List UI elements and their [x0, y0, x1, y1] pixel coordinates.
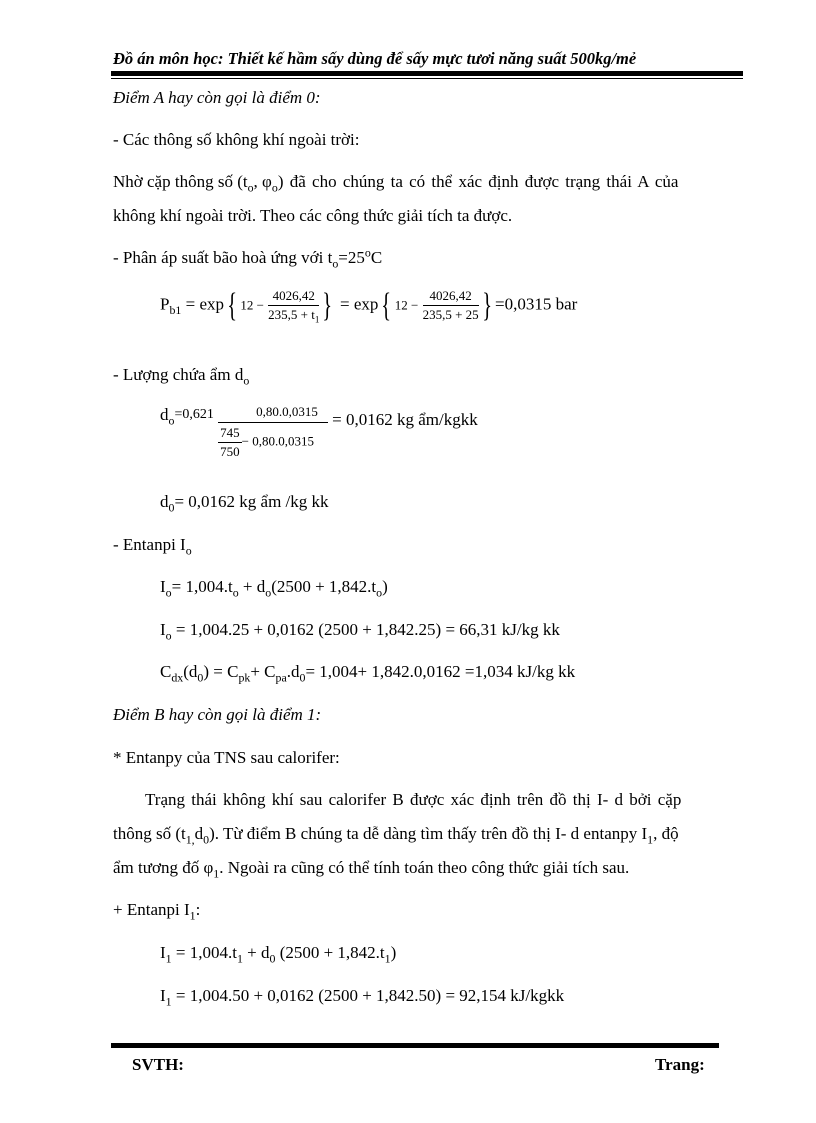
equation-cdx: $C_{dx}(d_0) = C_{pk}+ C_{pa}.d_0= 1,004+ 1,842.0,0162 =1,034$ kJ/kg kk	[160, 662, 576, 685]
pb1-frac1-num: 4026,42	[268, 288, 319, 306]
enthalpy-heading: - Entanpi $I_o$	[113, 535, 192, 558]
pb1-frac2-den: 235,5 + 25	[422, 307, 479, 322]
p1-sub-o2: o	[271, 180, 278, 195]
pb1-lhs: P	[160, 294, 170, 314]
page-header-title: Đồ án môn học: Thiết kế hầm sấy dùng để sấy mực tươi năng suất 500kg/mẻ	[113, 49, 637, 68]
do-coef: =0,621	[174, 407, 214, 423]
do-den-rest: − 0,80.0,0315	[241, 433, 314, 449]
pb1-result: =0,0315 bar	[494, 294, 578, 314]
tns-heading: * Entanpy của TNS sau calorifer:	[113, 748, 340, 767]
right-brace-icon: }	[322, 286, 333, 324]
pb1-frac1-den: $235,5 + t_1$	[268, 307, 320, 325]
outdoor-params-line: - Các thông số không khí ngoài trời:	[113, 130, 360, 149]
pb1-twelve-2: 12 −	[394, 297, 419, 313]
do-result: = 0,0162 kg ẩm/kgkk	[332, 410, 478, 429]
left-brace-icon-2: {	[381, 286, 392, 324]
sp-text-b: =25	[338, 248, 365, 267]
equation-io-1: $I_o= 1,004.t_o + d_o(2500 + 1,842.t_o)$	[160, 577, 388, 600]
equation-i1-1: $I_1 = 1,004.t_1 + d_0$ $(2500 + 1,842.t_1)$	[160, 943, 397, 966]
paragraph-2-line-1: Trạng thái không khí sau calorifer B được xác định trên đồ thị I- d bởi cặp	[145, 790, 682, 809]
sp-sub-o: o	[332, 256, 339, 271]
paragraph-1-line-1	[113, 172, 679, 195]
equation-do	[160, 404, 478, 460]
point-a-heading: Điểm A hay còn gọi là điểm 0:	[113, 88, 321, 107]
equation-i1-2: $I_1 = 1,004.50 + 0,0162$ (2500 + 1,842.50) = 92,154 kJ/kgkk	[160, 986, 565, 1009]
do-result-line: $d_0= 0,0162$ kg ẩm /kg kk	[160, 492, 329, 515]
paragraph-1-line-2: không khí ngoài trời. Theo các công thức giải tích ta được.	[113, 206, 513, 225]
pb1-exp-2: = exp	[340, 294, 379, 314]
equation-pb1	[160, 288, 577, 323]
footer-svth: SVTH:	[132, 1055, 184, 1074]
do-inner-den: 750	[220, 444, 240, 459]
saturation-pressure-line	[113, 245, 383, 271]
pb1-fraction-2	[423, 288, 479, 323]
do-frac-den	[218, 423, 328, 460]
p1-text-b: , φ	[253, 172, 272, 191]
sp-sup-o: o	[364, 245, 371, 260]
do-frac-num: 0,80.0,0315	[218, 404, 328, 423]
pb1-lhs-sub: b1	[169, 302, 182, 317]
pb1-exp-1: = exp	[185, 294, 224, 314]
i1-heading: + Entanpi $I_1$:	[113, 900, 201, 923]
sp-text-a: - Phân áp suất bão hoà ứng với t	[113, 248, 333, 267]
right-brace-icon-2: }	[481, 286, 492, 324]
do-inner-fraction	[218, 425, 242, 460]
pb1-fraction-1	[268, 288, 319, 323]
footer-page: Trang:	[655, 1055, 705, 1074]
do-lhs: $d_o$	[160, 405, 175, 428]
header-rule	[111, 71, 743, 76]
header-rule-thin	[111, 78, 743, 79]
do-inner-num: 745	[218, 425, 242, 443]
pb1-frac2-num: 4026,42	[423, 288, 479, 306]
paragraph-2-line-2: thông số $(t_{1,}d_0)$. Từ điểm B chúng ta dễ dàng tìm thấy trên đồ thị I- d entanpy $I_1$, độ	[113, 824, 679, 847]
do-fraction	[218, 404, 328, 460]
moisture-heading: - Lượng chứa ẩm $d_o$	[113, 365, 250, 388]
equation-io-2: $I_o = 1,004.25 + 0,0162$ (2500 + 1,842.25) = 66,31 kJ/kg kk	[160, 620, 560, 643]
sp-text-c: C	[370, 248, 383, 267]
p1-text-c: ) đã cho chúng ta có thể xác định được trạng thái A của	[277, 172, 679, 191]
point-b-heading: Điểm B hay còn gọi là điểm 1:	[113, 705, 322, 724]
footer-rule	[111, 1043, 719, 1048]
p1-sub-o: o	[247, 180, 254, 195]
paragraph-2-line-3: ẩm tương đố $\varphi_1$. Ngoài ra cũng có thể tính toán theo công thức giải tích sau.	[113, 858, 630, 881]
pb1-twelve-1: 12 −	[240, 297, 264, 313]
p1-text-a: Nhờ cặp thông số (t	[113, 172, 248, 191]
left-brace-icon: {	[227, 286, 238, 324]
